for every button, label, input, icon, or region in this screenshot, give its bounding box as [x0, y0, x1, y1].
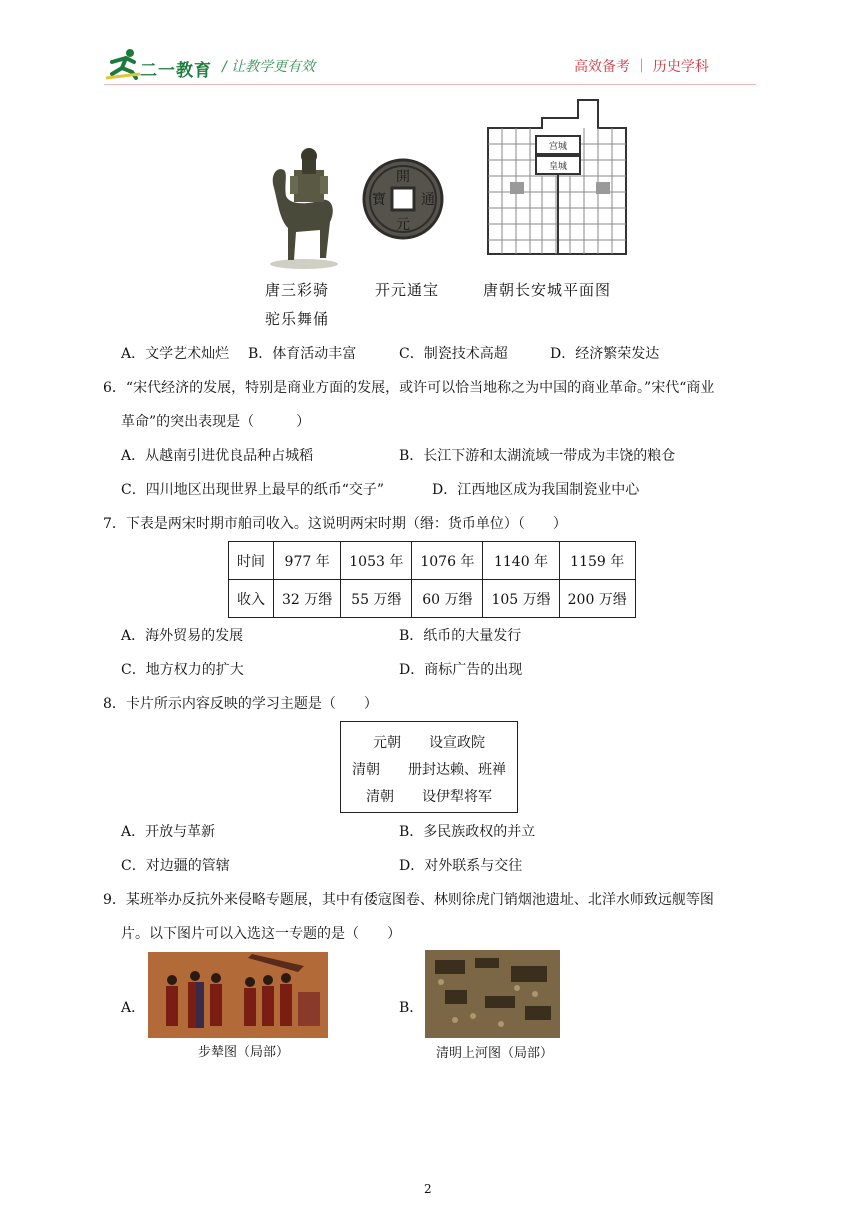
table-cell: 200 万缗: [559, 580, 635, 618]
q6-option-d: D．江西地区成为我国制瓷业中心: [432, 482, 640, 498]
q8-stem: 8．卡片所示内容反映的学习主题是（ ）: [103, 696, 378, 712]
table-cell: 1140 年: [483, 542, 559, 580]
q7-option-d: D．商标广告的出现: [399, 662, 523, 678]
q6-stem-line1: 6．“宋代经济的发展，特别是商业方面的发展，或许可以恰当地称之为中国的商业革命。”宋代“商业: [103, 380, 715, 396]
coin-char-right: 通: [421, 192, 435, 208]
q7-option-b: B．纸币的大量发行: [399, 628, 522, 644]
q7-stem: 7．下表是两宋时期市舶司收入。这说明两宋时期（缗：货币单位）（ ）: [103, 516, 567, 532]
q6-option-a: A．从越南引进优良品种占城稻: [121, 448, 314, 464]
table-row: [229, 580, 636, 618]
q6-option-b: B．长江下游和太湖流域一带成为丰饶的粮仓: [399, 448, 676, 464]
map-label-palace: 宫城: [548, 142, 568, 152]
changan-map-image: [478, 92, 636, 270]
header-subject: 高效备考 ｜ 历史学科: [574, 59, 709, 75]
q5-option-b: B．体育活动丰富: [248, 346, 357, 362]
card-line: 清朝 册封达赖、班禅: [352, 762, 506, 778]
caption-camel-line1: 唐三彩骑: [265, 281, 330, 299]
q7-table: [228, 541, 636, 618]
table-cell: 977 年: [274, 542, 341, 580]
q6-option-c: C．四川地区出现世界上最早的纸币“交子”: [121, 482, 385, 498]
table-cell: 收入: [229, 580, 274, 618]
brand-slogan: / 让教学更有效: [222, 59, 316, 75]
table-cell: 1076 年: [412, 542, 483, 580]
table-cell: 105 万缗: [483, 580, 559, 618]
table-cell: 1159 年: [559, 542, 635, 580]
caption-camel-line2: 驼乐舞俑: [265, 310, 330, 328]
table-cell: 32 万缗: [274, 580, 341, 618]
table-cell: 55 万缗: [341, 580, 412, 618]
q7-option-a: A．海外贸易的发展: [121, 628, 244, 644]
table-row: [229, 542, 636, 580]
q8-card: [340, 721, 518, 813]
caption-coin: 开元通宝: [375, 281, 440, 299]
q7-option-c: C．地方权力的扩大: [121, 662, 244, 678]
header-divider: [104, 84, 756, 85]
coin-char-left: 寶: [372, 192, 386, 208]
q9-option-b-label: B．: [399, 1000, 424, 1016]
q9-caption-b: 清明上河图（局部）: [436, 1046, 554, 1061]
q9-stem-line2: 片。以下图片可以入选这一专题的是（ ）: [121, 926, 401, 942]
q8-option-c: C．对边疆的管辖: [121, 858, 230, 874]
qingming-painting-image: [425, 950, 560, 1038]
coin-char-bottom: 元: [396, 217, 410, 233]
card-line: 清朝 设伊犁将军: [366, 789, 492, 805]
q5-option-d: D．经济繁荣发达: [550, 346, 660, 362]
bunian-painting-image: [148, 952, 328, 1038]
q5-option-a: A．文学艺术灿烂: [121, 346, 230, 362]
camel-figurine-image: [260, 140, 344, 270]
kaiyuan-coin-image: [362, 158, 444, 240]
q5-option-c: C．制瓷技术高超: [399, 346, 508, 362]
q9-stem-line1: 9．某班举办反抗外来侵略专题展，其中有倭寇图卷、林则徐虎门销烟池遗址、北洋水师致远舰等图: [103, 892, 714, 908]
q6-stem-line2: 革命”的突出表现是（ ）: [121, 414, 311, 430]
table-cell: 1053 年: [341, 542, 412, 580]
caption-map: 唐朝长安城平面图: [483, 281, 612, 299]
brand-name: 二一教育: [140, 61, 212, 81]
q8-option-b: B．多民族政权的并立: [399, 824, 536, 840]
table-cell: 60 万缗: [412, 580, 483, 618]
q8-option-a: A．开放与革新: [121, 824, 216, 840]
q8-option-d: D．对外联系与交往: [399, 858, 523, 874]
card-line: 元朝 设宣政院: [373, 735, 485, 751]
page-number: 2: [424, 1182, 432, 1196]
coin-char-top: 開: [396, 169, 410, 185]
q9-caption-a: 步辇图（局部）: [198, 1045, 290, 1060]
q9-option-a-label: A．: [121, 1000, 146, 1016]
map-label-imperial: 皇城: [548, 162, 568, 172]
table-cell: 时间: [229, 542, 274, 580]
runner-logo-icon: [104, 48, 144, 80]
